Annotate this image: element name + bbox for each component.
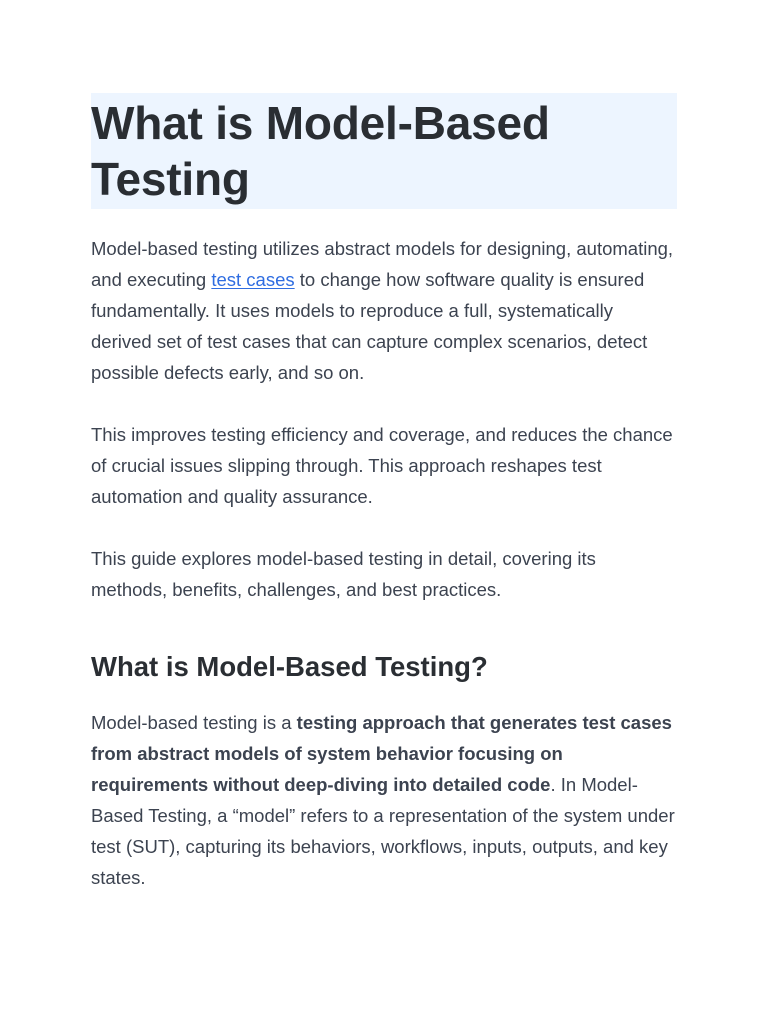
definition-text-before-bold: Model-based testing is a <box>91 712 297 733</box>
definition-text-after-bold: . In Model-Based Testing, a “model” refers to a representation of the system under test (SUT), capturing its behaviors, workflows, inputs, outputs, and key states. <box>91 774 675 888</box>
efficiency-paragraph: This improves testing efficiency and coverage, and reduces the chance of crucial issues slipping through. This approach reshapes test automation and quality assurance. <box>91 424 673 507</box>
definition-paragraph <box>91 707 677 893</box>
section-heading: What is Model-Based Testing? <box>91 651 488 682</box>
test-cases-link[interactable]: test cases <box>211 269 295 290</box>
intro-text-before-link: Model-based testing utilizes abstract models for designing, automating, and executing <box>91 238 674 290</box>
guide-paragraph: This guide explores model-based testing in detail, covering its methods, benefits, challenges, and best practices. <box>91 548 596 600</box>
page-title: What is Model-Based Testing <box>91 93 677 209</box>
definition-bold-text: testing approach that generates test cases from abstract models of system behavior focusing on requirements without deep-diving into detailed code <box>91 712 672 795</box>
intro-text-after-link: to change how software quality is ensured fundamentally. It uses models to reproduce a full, systematically derived set of test cases that can capture complex scenarios, detect possible defects early, and so on. <box>91 269 648 383</box>
intro-paragraph <box>91 233 677 388</box>
